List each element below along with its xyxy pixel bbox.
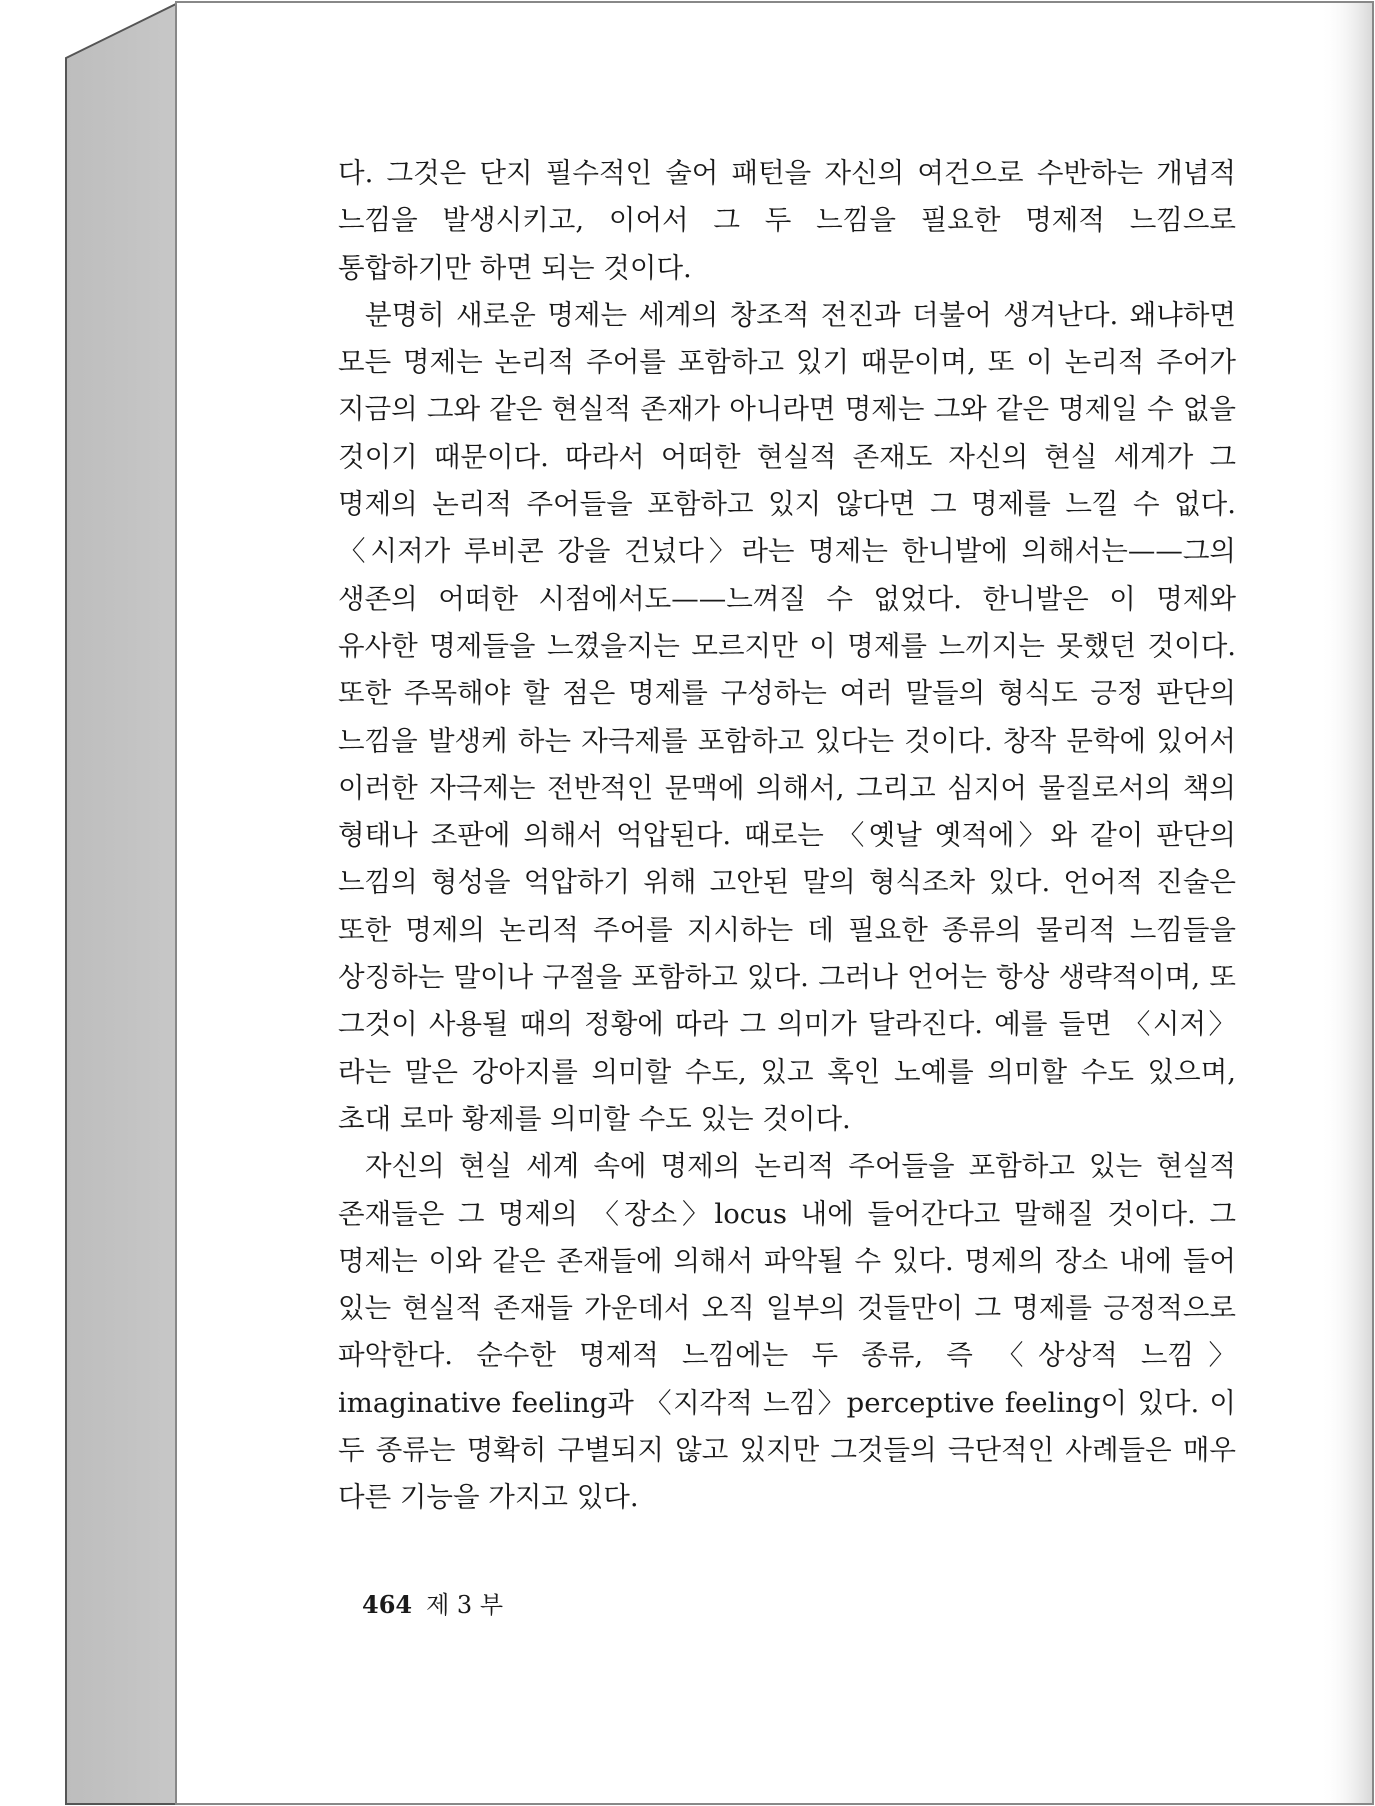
book-spine bbox=[66, 4, 176, 1804]
page-body-text bbox=[338, 150, 1236, 1522]
section-label: 제 3 부 bbox=[426, 1591, 504, 1619]
paragraph: 자신의 현실 세계 속에 명제의 논리적 주어들을 포함하고 있는 현실적 존재들은 그 명제의 〈장소〉locus 내에 들어간다고 말해질 것이다. 그 명제는 이와 같은 존재들에 의해서 파악될 수 있다. 명제의 장소 내에 들어 있는 현실적 존재들 가운데서 오직 일부의 것들만이 그 명제를 긍정적으로 파악한다. 순수한 명제적 느낌에는 두 종류, 즉 〈상상적 느낌〉imaginative feeling과 〈지각적 느낌〉perceptive feeling이 있다. 이 두 종류는 명확히 구별되지 않고 있지만 그것들의 극단적인 사례들은 매우 다른 기능을 가지고 있다. bbox=[338, 1150, 1236, 1514]
paragraph: 다. 그것은 단지 필수적인 술어 패턴을 자신의 여건으로 수반하는 개념적 느낌을 발생시키고, 이어서 그 두 느낌을 필요한 명제적 느낌으로 통합하기만 하면 되는 것이다. bbox=[338, 157, 1236, 284]
page-number: 464 bbox=[362, 1590, 413, 1619]
page-footer bbox=[362, 1585, 503, 1620]
paragraph: 분명히 새로운 명제는 세계의 창조적 전진과 더불어 생겨난다. 왜냐하면 모든 명제는 논리적 주어를 포함하고 있기 때문이며, 또 이 논리적 주어가 지금의 그와 같은 현실적 존재가 아니라면 명제는 그와 같은 명제일 수 없을 것이기 때문이다. 따라서 어떠한 현실적 존재도 자신의 현실 세계가 그 명제의 논리적 주어들을 포함하고 있지 않다면 그 명제를 느낄 수 없다. 〈시저가 루비콘 강을 건넜다〉라는 명제는 한니발에 의해서는——그의 생존의 어떠한 시점에서도——느껴질 수 없었다. 한니발은 이 명제와 유사한 명제들을 느꼈을지는 모르지만 이 명제를 느끼지는 못했던 것이다. 또한 주목해야 할 점은 명제를 구성하는 여러 말들의 형식도 긍정 판단의 느낌을 발생케 하는 자극제를 포함하고 있다는 것이다. 창작 문학에 있어서 이러한 자극제는 전반적인 문맥에 의해서, 그리고 심지어 물질로서의 책의 형태나 조판에 의해서 억압된다. 때로는 〈옛날 옛적에〉와 같이 판단의 느낌의 형성을 억압하기 위해 고안된 말의 형식조차 있다. 언어적 진술은 또한 명제의 논리적 주어를 지시하는 데 필요한 종류의 물리적 느낌들을 상징하는 말이나 구절을 포함하고 있다. 그러나 언어는 항상 생략적이며, 또 그것이 사용될 때의 정황에 따라 그 의미가 달라진다. 예를 들면 〈시저〉라는 말은 강아지를 의미할 수도, 있고 혹인 노예를 의미할 수도 있으며, 초대 로마 황제를 의미할 수도 있는 것이다. bbox=[338, 298, 1236, 1135]
